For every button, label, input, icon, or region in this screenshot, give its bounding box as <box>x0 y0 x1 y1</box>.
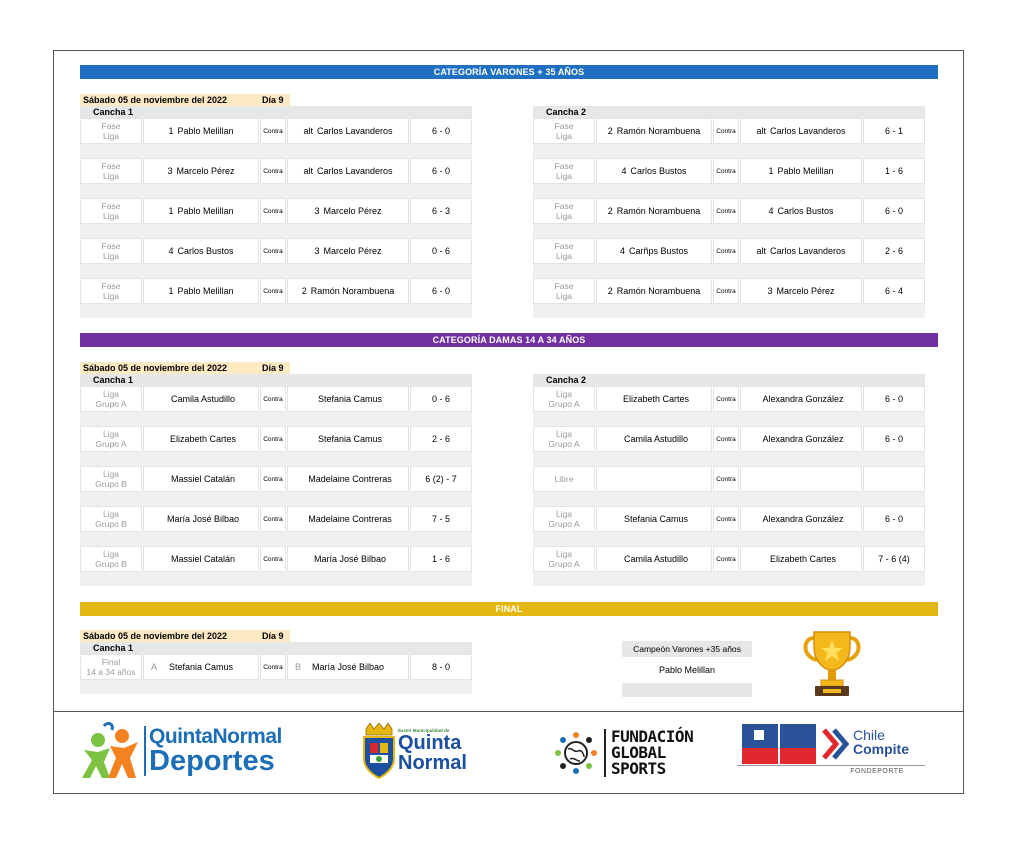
match-row <box>80 466 472 506</box>
phase-cell: Fase Liga <box>533 238 595 264</box>
logo-text: QuintaNormal <box>149 725 282 748</box>
row-spacer <box>533 144 925 158</box>
player2-cell <box>287 466 409 492</box>
logo-chile-compite <box>737 722 927 780</box>
player1-cell <box>143 158 259 184</box>
score-cell: 6 - 0 <box>863 426 925 452</box>
phase-cell: Fase Liga <box>80 238 142 264</box>
score-cell: 6 - 0 <box>863 506 925 532</box>
logo-municipalidad-quinta-normal <box>362 722 474 780</box>
match-row <box>80 546 472 586</box>
player1-cell <box>596 466 712 492</box>
phase-cell: Liga Grupo A <box>533 386 595 412</box>
row-spacer <box>80 184 472 198</box>
score-cell <box>863 466 925 492</box>
trophy-icon <box>800 628 864 700</box>
date-label: Sábado 05 de noviembre del 2022 <box>83 363 228 373</box>
match-row <box>80 654 472 694</box>
player-name: Carlos Lavanderos <box>769 246 846 256</box>
row-spacer <box>533 304 925 318</box>
logo-quinta-normal-deportes <box>80 722 290 780</box>
day-label: Día 9 <box>262 631 284 641</box>
phase-cell: Fase Liga <box>80 278 142 304</box>
court-header: Cancha 2 <box>533 106 925 118</box>
seed-label: 2 <box>607 126 613 136</box>
score-cell: 1 - 6 <box>410 546 472 572</box>
player2-cell <box>740 158 862 184</box>
player-name: Alexandra González <box>762 394 844 404</box>
player1-cell <box>143 386 259 412</box>
score-cell: 7 - 6 (4) <box>863 546 925 572</box>
match-row <box>80 426 472 466</box>
match-row <box>80 386 472 426</box>
player2-cell <box>740 506 862 532</box>
seed-label: 1 <box>768 166 774 176</box>
player1-cell <box>143 198 259 224</box>
phase-cell: Liga Grupo B <box>80 506 142 532</box>
date-bar <box>80 362 290 374</box>
player1-cell <box>596 158 712 184</box>
player-name: Carlos Bustos <box>177 246 234 256</box>
versus-label: Contra <box>713 118 739 144</box>
court-table <box>80 374 472 586</box>
player2-cell <box>287 238 409 264</box>
score-cell: 6 - 0 <box>410 278 472 304</box>
logo-text: Deportes <box>149 745 275 777</box>
versus-label: Contra <box>713 506 739 532</box>
row-spacer <box>80 572 472 586</box>
match-row <box>533 198 925 238</box>
phase-cell: Liga Grupo A <box>80 386 142 412</box>
player-name: Camila Astudillo <box>623 434 689 444</box>
phase-cell: Liga Grupo A <box>533 506 595 532</box>
player1-cell <box>596 118 712 144</box>
score-cell: 0 - 6 <box>410 386 472 412</box>
player1-cell <box>596 238 712 264</box>
player1-cell <box>596 546 712 572</box>
versus-label: Contra <box>713 238 739 264</box>
player-name: Carlos Lavanderos <box>316 166 393 176</box>
versus-label: Contra <box>260 238 286 264</box>
phase-cell: Fase Liga <box>80 158 142 184</box>
footer-divider <box>53 711 964 712</box>
score-cell: 0 - 6 <box>410 238 472 264</box>
versus-label: Contra <box>713 158 739 184</box>
player-name: Stefania Camus <box>623 514 689 524</box>
court-header: Cancha 1 <box>80 642 472 654</box>
seed-label: 3 <box>167 166 173 176</box>
player-name: Carñps Bustos <box>628 246 689 256</box>
match-row <box>533 426 925 466</box>
row-spacer <box>533 452 925 466</box>
player-name: Marcelo Pérez <box>323 246 382 256</box>
player-name: Elizabeth Cartes <box>622 394 690 404</box>
phase-cell: Fase Liga <box>80 198 142 224</box>
logo-fundacion-global-sports <box>554 727 704 779</box>
player2-cell <box>287 426 409 452</box>
date-label: Sábado 05 de noviembre del 2022 <box>83 95 228 105</box>
player1-cell <box>143 238 259 264</box>
row-spacer <box>533 264 925 278</box>
player-name: Ramón Norambuena <box>310 286 395 296</box>
row-spacer <box>80 304 472 318</box>
player-name: Ramón Norambuena <box>616 126 701 136</box>
seed-label: 4 <box>168 246 174 256</box>
player-name: Pablo Melillan <box>177 286 234 296</box>
day-label: Día 9 <box>262 363 284 373</box>
player-name: Marcelo Pérez <box>176 166 235 176</box>
match-row <box>533 238 925 278</box>
match-row <box>80 198 472 238</box>
champion-title: Campeón Varones +35 años <box>622 641 752 657</box>
player-name: Pablo Melillan <box>177 206 234 216</box>
date-bar <box>80 94 290 106</box>
match-row <box>80 118 472 158</box>
phase-cell: Liga Grupo A <box>533 546 595 572</box>
match-row <box>80 506 472 546</box>
row-spacer <box>533 412 925 426</box>
phase-cell: Liga Grupo B <box>80 466 142 492</box>
seed-label: 1 <box>168 286 174 296</box>
versus-label: Contra <box>260 198 286 224</box>
champion-name: Pablo Melillan <box>658 665 716 675</box>
player-name: Elizabeth Cartes <box>769 554 837 564</box>
versus-label: Contra <box>260 278 286 304</box>
player1-cell <box>596 426 712 452</box>
court-table <box>80 642 472 694</box>
match-row <box>80 278 472 318</box>
player-name: Elizabeth Cartes <box>169 434 237 444</box>
match-row <box>533 506 925 546</box>
player-name: Marcelo Pérez <box>323 206 382 216</box>
player-name: Massiel Catalán <box>170 554 236 564</box>
row-spacer <box>533 184 925 198</box>
player-name: Massiel Catalán <box>170 474 236 484</box>
logo-text: GLOBAL <box>611 743 666 762</box>
player-name: Carlos Bustos <box>630 166 687 176</box>
player-name: Camila Astudillo <box>170 394 236 404</box>
court-header: Cancha 1 <box>80 374 472 386</box>
match-row <box>80 158 472 198</box>
player-name: Carlos Lavanderos <box>769 126 846 136</box>
seed-label: 1 <box>168 126 174 136</box>
seed-label: 1 <box>168 206 174 216</box>
phase-cell: Fase Liga <box>533 278 595 304</box>
player2-cell <box>740 278 862 304</box>
versus-label: Contra <box>260 158 286 184</box>
row-spacer <box>533 492 925 506</box>
player1-cell <box>143 654 259 680</box>
player2-cell <box>740 546 862 572</box>
phase-cell: Fase Liga <box>533 198 595 224</box>
player-name: Camila Astudillo <box>623 554 689 564</box>
phase-cell: Liga Grupo A <box>533 426 595 452</box>
player1-cell <box>143 546 259 572</box>
seed-label: 3 <box>314 206 320 216</box>
match-row <box>533 118 925 158</box>
player1-cell <box>596 386 712 412</box>
player2-cell <box>740 426 862 452</box>
phase-cell: Libre <box>533 466 595 492</box>
seed-label: alt <box>303 166 313 176</box>
phase-cell: Liga Grupo A <box>80 426 142 452</box>
date-label: Sábado 05 de noviembre del 2022 <box>83 631 228 641</box>
score-cell: 8 - 0 <box>410 654 472 680</box>
champion-footer-bar <box>622 683 752 697</box>
score-cell: 6 - 0 <box>863 386 925 412</box>
player2-cell <box>740 198 862 224</box>
match-row <box>533 158 925 198</box>
score-cell: 7 - 5 <box>410 506 472 532</box>
row-spacer <box>80 532 472 546</box>
player-name: Madelaine Contreras <box>308 514 392 524</box>
chevron-icon <box>822 728 852 760</box>
player2-cell <box>740 466 862 492</box>
seed-label: alt <box>303 126 313 136</box>
player2-cell <box>287 198 409 224</box>
champion-box <box>622 641 752 697</box>
player-name: Marcelo Pérez <box>776 286 835 296</box>
versus-label: Contra <box>713 426 739 452</box>
player-name: María José Bilbao <box>166 514 240 524</box>
match-row <box>533 278 925 318</box>
seed-label: 2 <box>301 286 307 296</box>
player-name: Madelaine Contreras <box>308 474 392 484</box>
player-name: Alexandra González <box>762 514 844 524</box>
phase-cell: Final 14 a 34 años <box>80 654 142 680</box>
seed-label: B <box>295 662 302 672</box>
versus-label: Contra <box>713 278 739 304</box>
row-spacer <box>533 224 925 238</box>
category-banner-damas: CATEGORÍA DAMAS 14 A 34 AÑOS <box>80 333 938 347</box>
category-banner-varones: CATEGORÍA VARONES + 35 AÑOS <box>80 65 938 79</box>
seed-label: 4 <box>619 246 625 256</box>
match-row <box>533 546 925 586</box>
player2-cell <box>740 118 862 144</box>
seed-label: 3 <box>314 246 320 256</box>
seed-label: alt <box>756 246 766 256</box>
score-cell: 6 - 0 <box>410 118 472 144</box>
seed-label: 3 <box>767 286 773 296</box>
player2-cell <box>287 654 409 680</box>
logo-text: SPORTS <box>611 759 666 778</box>
versus-label: Contra <box>260 546 286 572</box>
score-cell: 6 - 0 <box>410 158 472 184</box>
seed-label: 2 <box>607 286 613 296</box>
player1-cell <box>143 118 259 144</box>
logo-text: Ilustre Municipalidad de <box>398 727 450 733</box>
versus-label: Contra <box>713 386 739 412</box>
player-name: Stefania Camus <box>317 394 383 404</box>
seed-label: alt <box>756 126 766 136</box>
row-spacer <box>80 264 472 278</box>
seed-label: 2 <box>607 206 613 216</box>
phase-cell: Liga Grupo B <box>80 546 142 572</box>
day-label: Día 9 <box>262 95 284 105</box>
logo-text: Quinta <box>398 732 462 755</box>
row-spacer <box>80 680 472 694</box>
player-name: Carlos Bustos <box>777 206 834 216</box>
ministry-flags-icon <box>742 724 820 764</box>
row-spacer <box>80 144 472 158</box>
player-name: María José Bilbao <box>311 662 385 672</box>
seed-label: 4 <box>768 206 774 216</box>
phase-cell: Fase Liga <box>533 118 595 144</box>
versus-label: Contra <box>713 546 739 572</box>
match-row <box>80 238 472 278</box>
row-spacer <box>80 452 472 466</box>
court-table <box>533 106 925 318</box>
player1-cell <box>596 278 712 304</box>
versus-label: Contra <box>260 466 286 492</box>
people-icon <box>80 722 142 780</box>
player2-cell <box>740 238 862 264</box>
player2-cell <box>287 158 409 184</box>
versus-label: Contra <box>713 198 739 224</box>
player2-cell <box>287 506 409 532</box>
seed-label: A <box>151 662 158 672</box>
score-cell: 6 - 0 <box>863 198 925 224</box>
versus-label: Contra <box>260 506 286 532</box>
court-table <box>80 106 472 318</box>
player1-cell <box>143 466 259 492</box>
logo-text: Chile <box>853 727 885 743</box>
score-cell: 1 - 6 <box>863 158 925 184</box>
score-cell: 6 - 3 <box>410 198 472 224</box>
match-row <box>533 386 925 426</box>
score-cell: 6 (2) - 7 <box>410 466 472 492</box>
date-bar <box>80 630 290 642</box>
row-spacer <box>80 224 472 238</box>
player2-cell <box>287 546 409 572</box>
row-spacer <box>533 532 925 546</box>
player-name: Ramón Norambuena <box>616 206 701 216</box>
score-cell: 2 - 6 <box>863 238 925 264</box>
phase-cell: Fase Liga <box>80 118 142 144</box>
player1-cell <box>143 426 259 452</box>
versus-label: Contra <box>260 386 286 412</box>
player-name: Ramón Norambuena <box>616 286 701 296</box>
player1-cell <box>596 506 712 532</box>
player2-cell <box>287 386 409 412</box>
row-spacer <box>80 492 472 506</box>
player-name: Stefania Camus <box>168 662 234 672</box>
player-name: Alexandra González <box>762 434 844 444</box>
versus-label: Contra <box>260 118 286 144</box>
logo-text: FONDEPORTE <box>850 768 904 775</box>
score-cell: 2 - 6 <box>410 426 472 452</box>
player2-cell <box>287 278 409 304</box>
player1-cell <box>143 506 259 532</box>
player-name: Carlos Lavanderos <box>316 126 393 136</box>
match-row <box>533 466 925 506</box>
seed-label: 4 <box>621 166 627 176</box>
versus-label: Contra <box>260 654 286 680</box>
score-cell: 6 - 4 <box>863 278 925 304</box>
player1-cell <box>596 198 712 224</box>
court-header: Cancha 1 <box>80 106 472 118</box>
logo-text: Normal <box>398 752 467 775</box>
row-spacer <box>80 412 472 426</box>
player-name: Stefania Camus <box>317 434 383 444</box>
final-banner: FINAL <box>80 602 938 616</box>
versus-label: Contra <box>713 466 739 492</box>
court-header: Cancha 2 <box>533 374 925 386</box>
logo-text: Compite <box>853 741 909 757</box>
player-name: Pablo Melillan <box>177 126 234 136</box>
player2-cell <box>287 118 409 144</box>
score-cell: 6 - 1 <box>863 118 925 144</box>
globe-network-icon <box>554 731 598 775</box>
phase-cell: Fase Liga <box>533 158 595 184</box>
crest-icon <box>362 723 396 779</box>
versus-label: Contra <box>260 426 286 452</box>
court-table <box>533 374 925 586</box>
player-name: María José Bilbao <box>313 554 387 564</box>
logo-text: FUNDACIÓN <box>611 727 694 746</box>
player2-cell <box>740 386 862 412</box>
row-spacer <box>533 572 925 586</box>
player-name: Pablo Melillan <box>777 166 834 176</box>
player1-cell <box>143 278 259 304</box>
